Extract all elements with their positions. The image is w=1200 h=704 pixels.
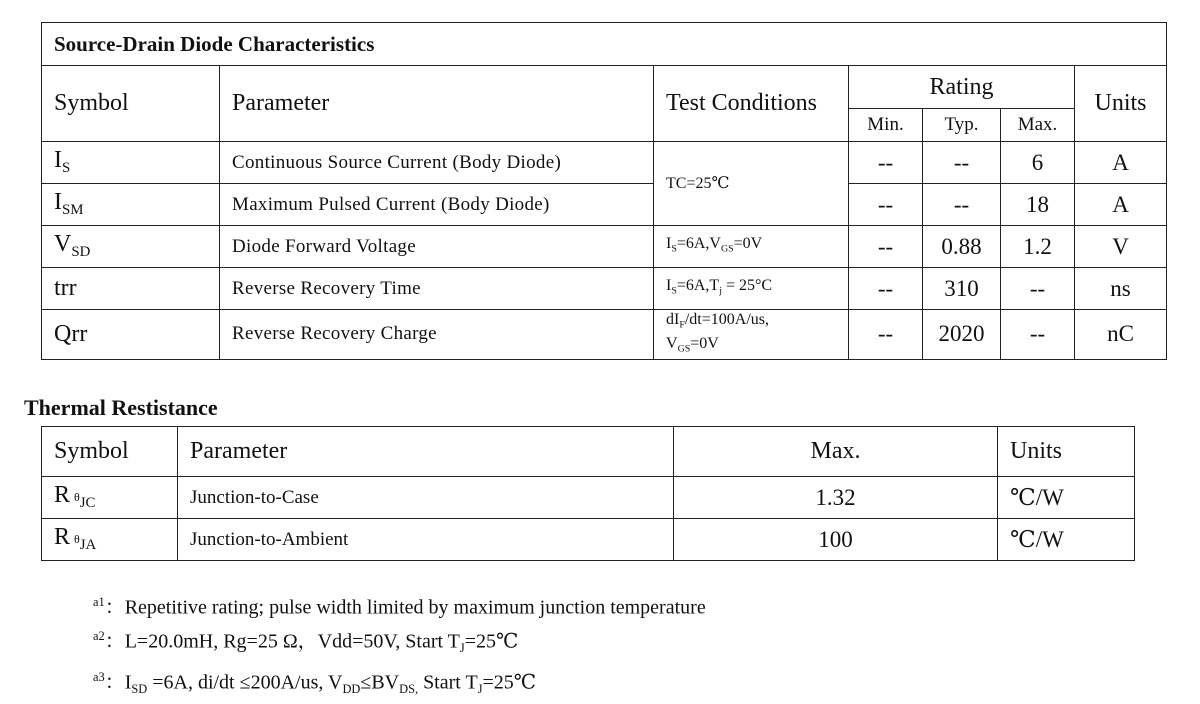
row-units: ns [1075,268,1167,310]
row-parameter: Reverse Recovery Charge [220,310,654,360]
table-row [42,310,1167,360]
row-typ: 310 [923,268,1001,310]
row-max: -- [1001,268,1075,310]
row-typ: 0.88 [923,226,1001,268]
row-max: 1.32 [674,477,998,519]
row-min: -- [849,268,923,310]
row-symbol: $I_S$ [42,142,220,184]
row-parameter: Reverse Recovery Time [220,268,654,310]
header-min: Min. [849,109,923,142]
header-parameter: Parameter [220,66,654,142]
row-units: A [1075,184,1167,226]
row-typ: 2020 [923,310,1001,360]
row-parameter: Junction-to-Case [178,477,674,519]
row-min: -- [849,184,923,226]
header-symbol: Symbol [42,66,220,142]
header-typ: Typ. [923,109,1001,142]
row-condition: $I_S=6A,T_j = 25^\circ C$ [654,268,849,310]
section-heading: Thermal Restistance [24,395,218,420]
table-row [42,184,1167,226]
row-parameter: Diode Forward Voltage [220,226,654,268]
row-max: 100 [674,519,998,561]
table-row [42,477,1135,519]
table-row [42,142,1167,184]
header-units: Units [998,427,1135,477]
row-symbol: R $\theta_{JA}$ [42,519,178,561]
footnote: $^{a2}$：L=20.0mH, Rg=25 Ω，Vdd=50V, Start $T_J=25℃$ [93,629,519,656]
row-min: -- [849,142,923,184]
table-row [42,519,1135,561]
header-symbol: Symbol [42,427,178,477]
header-test-conditions: Test Conditions [654,66,849,142]
row-symbol: trr [42,268,220,310]
row-units: A [1075,142,1167,184]
table-row [42,268,1167,310]
row-min: -- [849,310,923,360]
row-units: V [1075,226,1167,268]
row-symbol: $I_{SM}$ [42,184,220,226]
row-condition: TC=25℃ [654,142,849,226]
row-condition: $dI_F/dt=100A/us$, $V_{GS}=0V$ [654,310,849,360]
header-units: Units [1075,66,1167,142]
row-symbol: Qrr [42,310,220,360]
row-units: ℃/W [998,519,1135,561]
header-max: Max. [674,427,998,477]
row-typ: -- [923,142,1001,184]
row-max: 6 [1001,142,1075,184]
row-parameter: Maximum Pulsed Current (Body Diode) [220,184,654,226]
row-symbol: R $\theta_{JC}$ [42,477,178,519]
row-min: -- [849,226,923,268]
row-parameter: Junction-to-Ambient [178,519,674,561]
table-title: Source-Drain Diode Characteristics [42,23,1167,66]
row-units: ℃/W [998,477,1135,519]
thermal-resistance-table [41,426,1135,561]
diode-characteristics-table [41,22,1167,360]
row-symbol: $V_{SD}$ [42,226,220,268]
header-max: Max. [1001,109,1075,142]
header-parameter: Parameter [178,427,674,477]
footnote: $^{a1}$：Repetitive rating; pulse width limited by maximum junction temperature [93,595,706,619]
row-parameter: Continuous Source Current (Body Diode) [220,142,654,184]
header-rating: Rating [849,66,1075,109]
row-condition: $I_S=6A,V_{GS}=0V$ [654,226,849,268]
row-max: 18 [1001,184,1075,226]
footnotes [93,588,706,704]
row-max: 1.2 [1001,226,1075,268]
footnote: $^{a3}$：$I_{SD} =6A$, di/dt ≤200A/us, $V_{DD}\le BV_{DS,}$ Start $T_J=25℃$ [93,670,537,696]
row-typ: -- [923,184,1001,226]
row-max: -- [1001,310,1075,360]
table-row [42,226,1167,268]
row-units: nC [1075,310,1167,360]
